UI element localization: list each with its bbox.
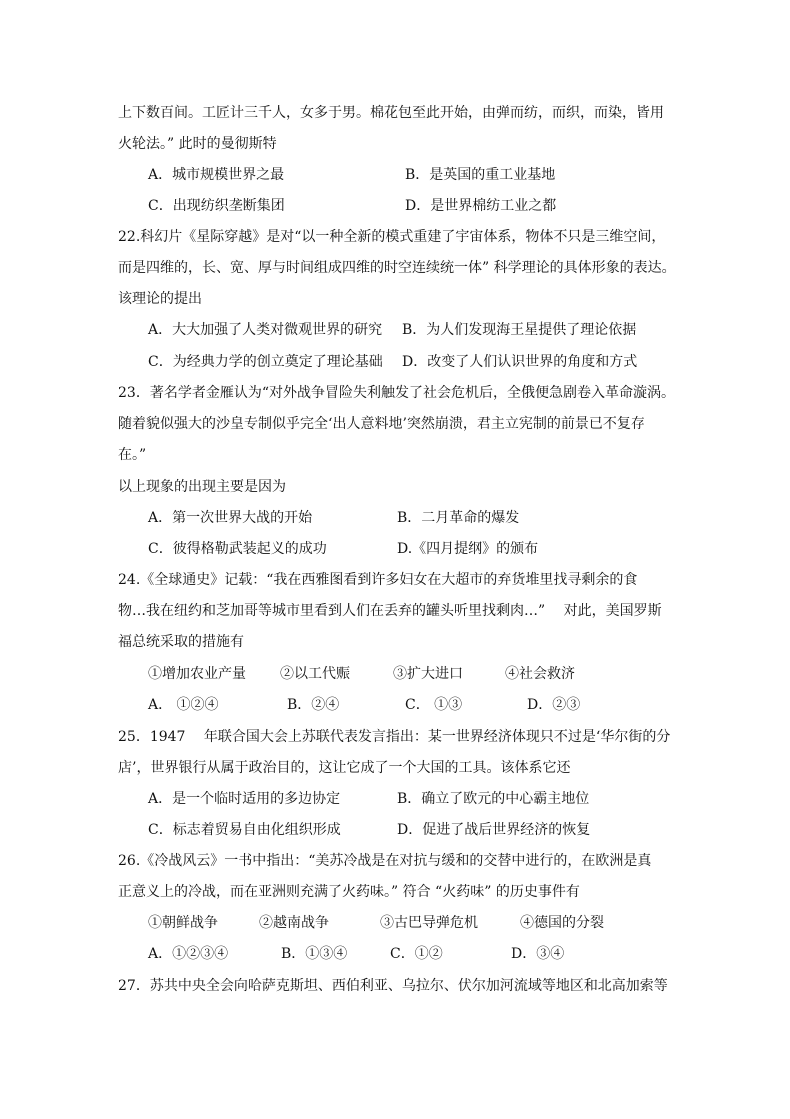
q26-item-4: ④德国的分裂 [520,915,604,931]
q27-line-1: 27．苏共中央全会向哈萨克斯坦、西伯利亚、乌拉尔、伏尔加河流域等地区和北高加索等 [118,978,668,994]
q22-line-2: 而是四维的，长、宽、厚与时间组成四维的时空连续统一体” 科学理论的具体形象的表达。 [118,260,676,276]
q26-line-1: 26.《冷战风云》一书中指出：“美苏冷战是在对抗与缓和的交替中进行的，在欧洲是真 [118,853,652,869]
q23-line-3: 在。” [118,447,147,463]
q22-option-c: C．为经典力学的创立奠定了理论基础 [148,354,383,370]
q26-option-d: D．③④ [511,946,565,962]
q26-option-c: C．①② [390,946,443,962]
q24-option-a: A． ①②④ [148,697,219,713]
q22-line-1: 22.科幻片《星际穿越》是对“以一种全新的模式重建了宇宙体系，物体不只是三维空间， [118,229,666,245]
q21-option-c: C．出现纺织垄断集团 [148,198,285,214]
q25-option-d: D．促进了战后世界经济的恢复 [397,822,591,838]
q23-line-1: 23．著名学者金雁认为“对外战争冒险失利触发了社会危机后，全俄便急剧卷入革命漩涡。 [118,385,675,401]
q26-item-2: ②越南战争 [259,915,329,931]
q24-item-3: ③扩大进口 [393,666,463,682]
q26-option-b: B．①③④ [281,946,348,962]
q26-option-a: A．①②③④ [148,946,229,962]
q25-line-1: 25．1947 年联合国大会上苏联代表发言指出：某一世界经济体现只不过是‘华尔街的分 [118,729,671,745]
q26-line-2: 正意义上的冷战，而在亚洲则充满了火药味。” 符合 “火药味” 的历史事件有 [118,884,580,900]
q24-item-4: ④社会救济 [505,666,575,682]
q23-option-d: D.《四月提纲》的颁布 [397,541,539,557]
q23-line-4: 以上现象的出现主要是因为 [118,479,286,495]
q24-option-b: B．②④ [287,697,340,713]
q25-option-b: B．确立了欧元的中心霸主地位 [397,791,590,807]
q22-option-a: A．大大加强了人类对微观世界的研究 [148,322,383,338]
q24-line-2: 物…我在纽约和芝加哥等城市里看到人们在丢弃的罐头听里找剩肉…” 对此，美国罗斯 [118,603,662,619]
q23-line-2: 随着貌似强大的沙皇专制似乎完全‘出人意料地’突然崩溃，君主立宪制的前景已不复存 [118,416,645,432]
q23-option-c: C．彼得格勒武装起义的成功 [148,541,327,557]
q24-line-3: 福总统采取的措施有 [118,634,244,650]
q21-option-d: D．是世界棉纺工业之都 [405,198,557,214]
q21-line-2: 火轮法。” 此时的曼彻斯特 [118,136,277,152]
q24-item-2: ②以工代赈 [280,666,350,682]
q23-option-b: B．二月革命的爆发 [397,510,520,526]
q26-item-1: ①朝鲜战争 [148,915,218,931]
q22-line-3: 该理论的提出 [118,291,202,307]
q24-option-c: C． ①③ [405,697,463,713]
q21-line-1: 上下数百间。工匠计三千人，女多于男。棉花包至此开始，由弹而纺，而织，而染，皆用 [118,105,664,121]
q25-option-c: C．标志着贸易自由化组织形成 [148,822,341,838]
q24-option-d: D．②③ [527,697,581,713]
q23-option-a: A．第一次世界大战的开始 [148,510,313,526]
q24-line-1: 24.《全球通史》记载：“我在西雅图看到许多妇女在大超市的弃货堆里找寻剩余的食 [118,572,638,588]
q26-item-3: ③古巴导弹危机 [380,915,478,931]
q22-option-d: D．改变了人们认识世界的角度和方式 [402,354,638,370]
q25-line-2: 店’，世界银行从属于政治目的，这让它成了一个大国的工具。该体系它还 [118,760,571,776]
q22-option-b: B．为人们发现海王星提供了理论依据 [402,322,637,338]
q25-option-a: A．是一个临时适用的多边协定 [148,791,341,807]
q24-item-1: ①增加农业产量 [148,666,246,682]
q21-option-b: B．是英国的重工业基地 [405,167,556,183]
q21-option-a: A．城市规模世界之最 [148,167,285,183]
